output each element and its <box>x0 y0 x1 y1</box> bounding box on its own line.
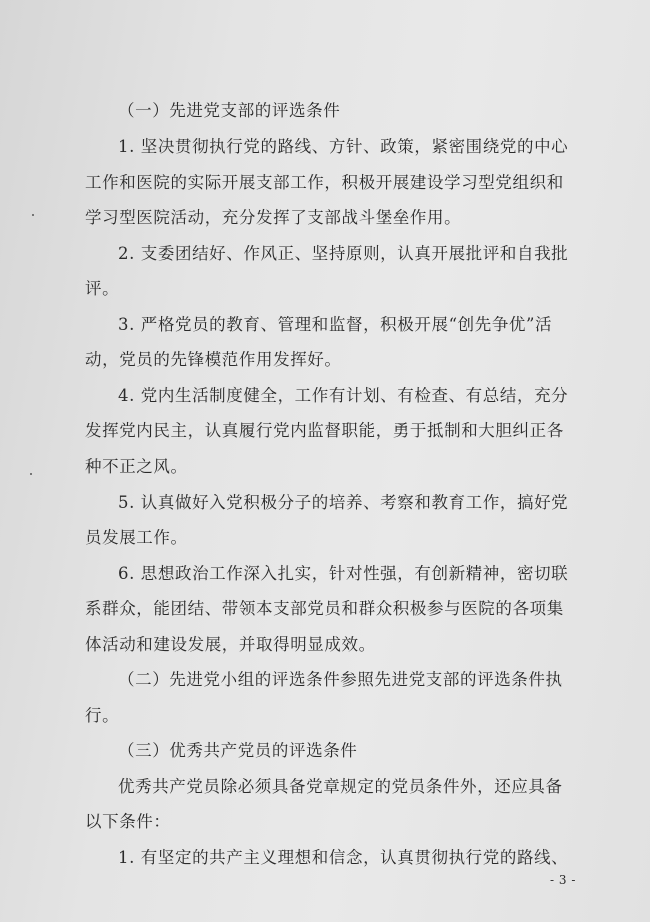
paragraph-line: 5. 认真做好入党积极分子的培养、考察和教育工作，搞好党 <box>118 493 569 512</box>
paragraph-line: （二）先进党小组的评选条件参照先进党支部的评选条件执 <box>118 670 563 689</box>
paragraph-line: 优秀共产党员除必须具备党章规定的党员条件外，还应具备 <box>118 777 563 796</box>
paragraph-line: 1. 有坚定的共产主义理想和信念，认真贯彻执行党的路线、 <box>118 848 569 867</box>
section-heading-1: （一）先进党支部的评选条件 <box>118 101 341 120</box>
page-number: - 3 - <box>550 873 576 887</box>
paragraph-line: 评。 <box>85 279 120 298</box>
paragraph-line: 员发展工作。 <box>85 528 188 547</box>
scan-speck <box>32 214 34 216</box>
paragraph-line: 工作和医院的实际开展支部工作，积极开展建设学习型党组织和 <box>85 173 564 192</box>
paragraph-line: 动，党员的先锋模范作用发挥好。 <box>85 350 342 369</box>
paragraph-line: 1. 坚决贯彻执行党的路线、方针、政策，紧密围绕党的中心 <box>118 137 569 156</box>
paragraph-line: 系群众，能团结、带领本支部党员和群众积极参与医院的各项集 <box>85 599 564 618</box>
section-heading-3: （三）优秀共产党员的评选条件 <box>118 741 358 760</box>
paragraph-line: 4. 党内生活制度健全，工作有计划、有检查、有总结，充分 <box>118 386 569 405</box>
paragraph-line: 行。 <box>85 706 120 725</box>
paragraph-line: 发挥党内民主，认真履行党内监督职能，勇于抵制和大胆纠正各 <box>85 421 564 440</box>
paragraph-line: 6. 思想政治工作深入扎实，针对性强，有创新精神，密切联 <box>118 564 569 583</box>
paragraph-line: 种不正之风。 <box>85 457 188 476</box>
paragraph-line: 3. 严格党员的教育、管理和监督，积极开展“创先争优”活 <box>118 315 553 334</box>
paragraph-line: 以下条件： <box>85 812 171 831</box>
paragraph-line: 2. 支委团结好、作风正、坚持原则，认真开展批评和自我批 <box>118 244 569 263</box>
paragraph-line: 学习型医院活动，充分发挥了支部战斗堡垒作用。 <box>85 208 462 227</box>
paragraph-line: 体活动和建设发展，并取得明显成效。 <box>85 635 376 654</box>
scan-speck <box>30 473 32 475</box>
